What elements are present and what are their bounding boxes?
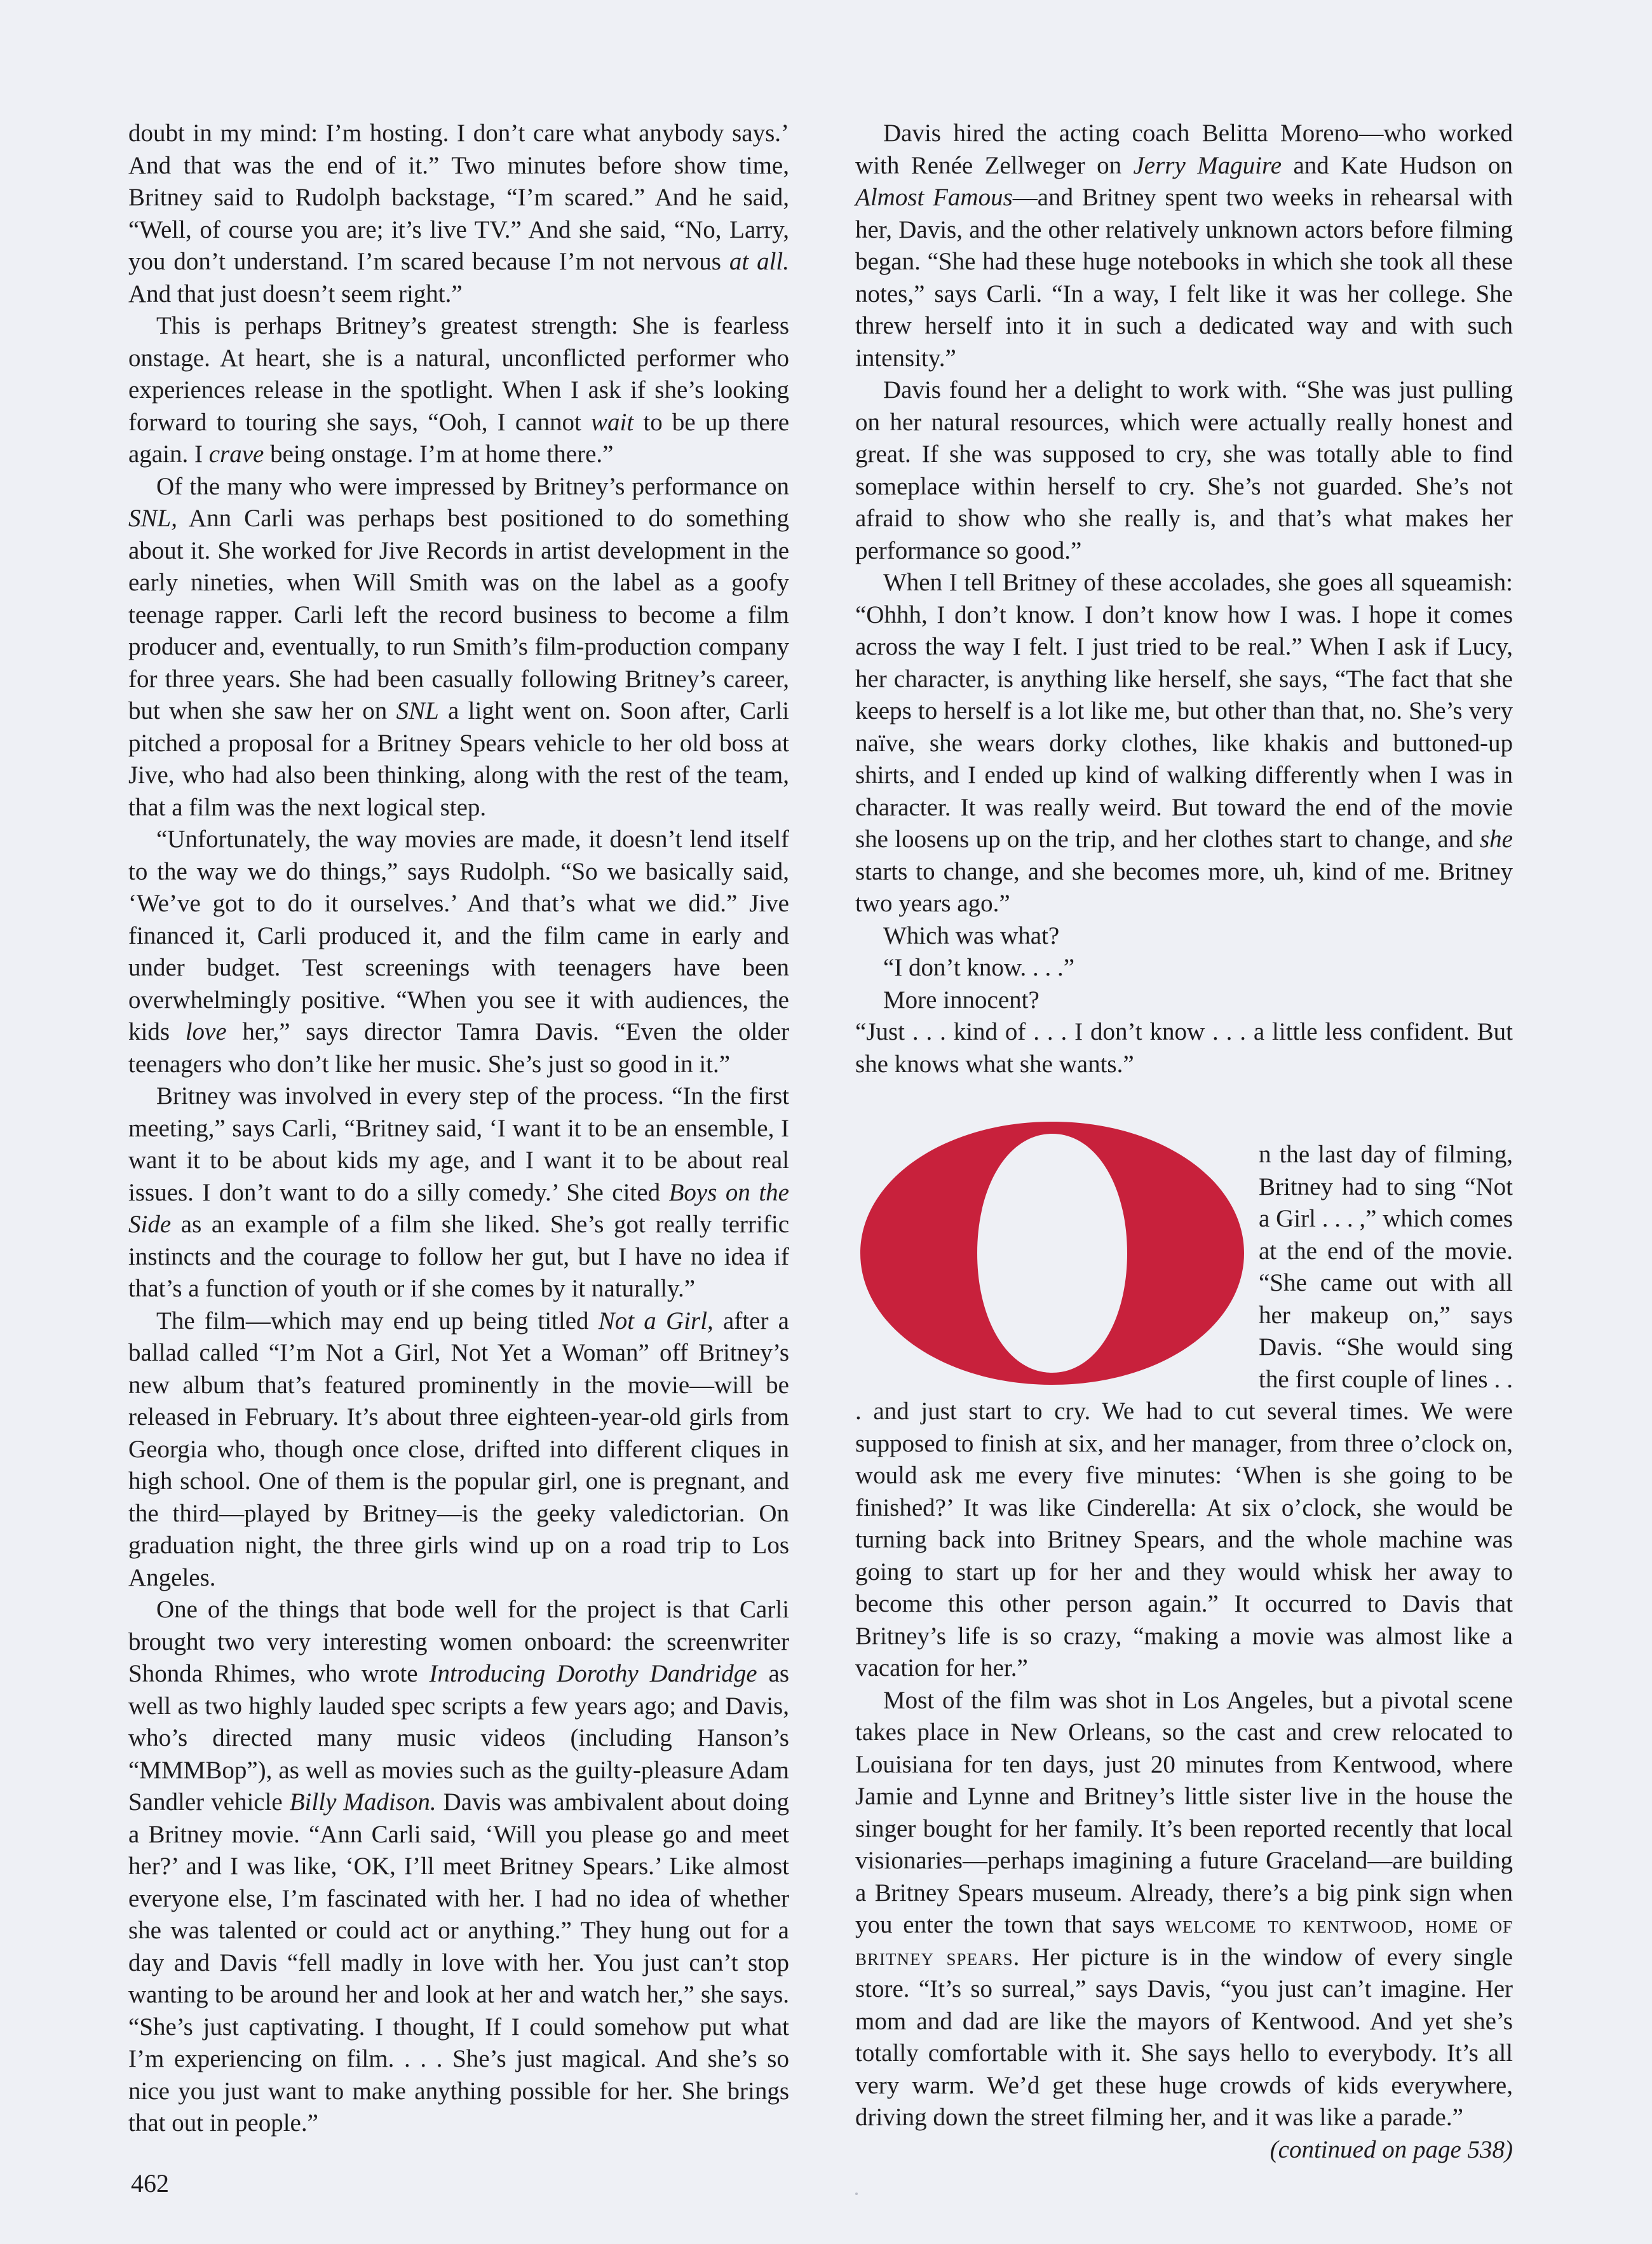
paragraph: Davis hired the acting coach Belitta Moreno—who worked with Renée Zellweger on Jerry Maguire and Kate Hudson on Almost Famous—and Britney spent two weeks in rehearsal with her, Davis, and the other relatively unknown actors before filming began. “She had these huge notebooks in which she took all these notes,” says Carli. “In a way, I felt like it was her college. She threw herself into it in such a dedicated way and with such intensity.”	[855, 119, 1513, 372]
paragraph: When I tell Britney of these accolades, she goes all squeamish: “Ohhh, I don’t know. I don’t know how I was. I hope it comes across the way I felt. I just tried to be real.” When I ask if Lucy, her character, is anything like herself, she says, “The fact that she keeps to herself is a lot like me, but other than that, no. She’s very naïve, she wears dorky clothes, like khakis and buttoned-up shirts, and I ended up kind of walking differently when I was in character. It was really weird. But toward the end of the movie she loosens up on the trip, and her clothes start to change, and she starts to change, and she becomes more, uh, kind of me. Britney two years ago.”	[855, 569, 1513, 917]
paragraph: This is perhaps Britney’s greatest strength: She is fearless onstage. At heart, she is a natural, unconflicted performer who experiences release in the spotlight. When I ask if she’s looking forward to touring she says, “Ooh, I cannot wait to be up there again. I crave being onstage. I’m at home there.”	[128, 312, 789, 468]
paragraph: “Unfortunately, the way movies are made, it doesn’t lend itself to the way we do things,” says Rudolph. “So we basically said, ‘We’ve got to do it ourselves.’ And that’s what we did.” Jive financed it, Carli produced it, and the film came in early and under budget. Test screenings with teenagers have been overwhelmingly positive. “When you see it with audiences, the kids love her,” says director Tamra Davis. “Even the older teenagers who don’t like her music. She’s just so good in it.”	[128, 826, 789, 1078]
drop-cap	[855, 1120, 1259, 1387]
paragraph: More innocent?	[883, 986, 1039, 1014]
right-column	[855, 118, 1513, 2166]
print-speck	[855, 2193, 858, 2195]
continued-note: (continued on page 538)	[1269, 2135, 1513, 2163]
page-number: 462	[131, 2169, 169, 2198]
paragraph: Which was what?	[883, 921, 1060, 949]
paragraph: doubt in my mind: I’m hosting. I don’t care what anybody says.’ And that was the end of it.” Two minutes before show time, Britney said to Rudolph backstage, “I’m scared.” And he said, “Well, of course you are; it’s live TV.” And she said, “No, Larry, you don’t understand. I’m scared because I’m not nervous at all. And that just doesn’t seem right.”	[128, 119, 789, 308]
paragraph: Britney was involved in every step of the process. “In the first meeting,” says Carli, “Britney said, ‘I want it to be an ensemble, I want it to be about kids my age, and I want it to be about real issues. I don’t want to do a silly comedy.’ She cited Boys on the Side as an example of a film she liked. She’s got really terrific instincts and the courage to follow her gut, but I have no idea if that’s a function of youth or if she comes by it naturally.”	[128, 1082, 789, 1302]
paragraph: Most of the film was shot in Los Angeles, but a pivotal scene takes place in New Orleans, so the cast and crew relocated to Louisiana for ten days, just 20 minutes from Kentwood, where Jamie and Lynne and Britney’s little sister live in the house the singer bought for her family. It’s been reported recently that local visionaries—perhaps imagining a future Graceland—are building a Britney Spears museum. Already, there’s a big pink sign when you enter the town that says welcome to kentwood, home of britney spears. Her picture is in the window of every single store. “It’s so surreal,” says Davis, “you just can’t imagine. Her mom and dad are like the mayors of Kentwood. And yet she’s totally comfortable with it. She says hello to everybody. It’s all very warm. We’d get these huge crowds of kids everywhere, driving down the street filming her, and it was like a parade.” (continued on page 538)	[855, 1685, 1513, 2134]
paragraph: “Just . . . kind of . . . I don’t know . . . a little less confident. But she knows what she wants.”	[855, 1018, 1513, 1078]
paragraph: One of the things that bode well for the project is that Carli brought two very interesting women onboard: the screenwriter Shonda Rhimes, who wrote Introducing Dorothy Dandridge as well as two highly lauded spec scripts a few years ago; and Davis, who’s directed many music videos (including Hanson’s “MMMBop”), as well as movies such as the guilty-pleasure Adam Sandler vehicle Billy Madison. Davis was ambivalent about doing a Britney movie. “Ann Carli said, ‘Will you please go and meet her?’ and I was like, ‘OK, I’ll meet Britney Spears.’ Like almost everyone else, I’m fascinated with her. I had no idea of whether she was talented or could act or anything.” They hung out for a day and Davis “fell madly in love with her. You just can’t stop wanting to be around her and look at her and watch her,” she says. “She’s just captivating. I thought, If I could somehow put what I’m experiencing on film. . . . She’s just magical. And she’s so nice you just want to make anything possible for her. She brings that out in people.”	[128, 1596, 789, 2137]
paragraph: Davis found her a delight to work with. “She was just pulling on her natural resources, which were actually really honest and great. If she was supposed to cry, she was totally able to find someplace within herself to cry. She’s not guarded. She’s not afraid to show who she really is, and that’s what makes her performance so good.”	[855, 376, 1513, 564]
paragraph: The film—which may end up being titled Not a Girl, after a ballad called “I’m Not a Girl, Not Yet a Woman” off Britney’s new album that’s featured prominently in the movie—will be released in February. It’s about three eighteen-year-old girls from Georgia who, though once close, drifted into different cliques in high school. One of them is the popular girl, one is pregnant, and the third—played by Britney—is the geeky valedictorian. On graduation night, the three girls wind up on a road trip to Los Angeles.	[128, 1307, 789, 1591]
left-column	[128, 118, 789, 2140]
drop-cap-o-icon	[855, 1120, 1249, 1387]
paragraph: n the last day of filming, Britney had to sing “Not a Girl . . . ,” which comes at the end of the movie. “She came out with all her makeup on,” says Davis. “She would sing the first couple of lines . . . and just start to cry. We had to cut several times. We were supposed to finish at six, and her manager, from three o’clock on, would ask me every five minutes: ‘When is she going to be finished?’ It was like Cinderella: At six o’clock, she would be turning back into Britney Spears, and the whole machine was going to start up for her and they would whisk her away to become this other person again.” It occurred to Davis that Britney’s life is so crazy, “making a movie was almost like a vacation for her.”	[855, 1141, 1513, 1682]
paragraph: “I don’t know. . . .”	[883, 954, 1075, 981]
paragraph: Of the many who were impressed by Britney’s performance on SNL, Ann Carli was perhaps best positioned to do something about it. She worked for Jive Records in artist development in the early nineties, when Will Smith was on the label as a goofy teenage rapper. Carli left the record business to become a film producer and, eventually, to run Smith’s film-production company for three years. She had been casually following Britney’s career, but when she saw her on SNL a light went on. Soon after, Carli pitched a proposal for a Britney Spears vehicle to her old boss at Jive, who had also been thinking, along with the rest of the team, that a film was the next logical step.	[128, 472, 790, 821]
